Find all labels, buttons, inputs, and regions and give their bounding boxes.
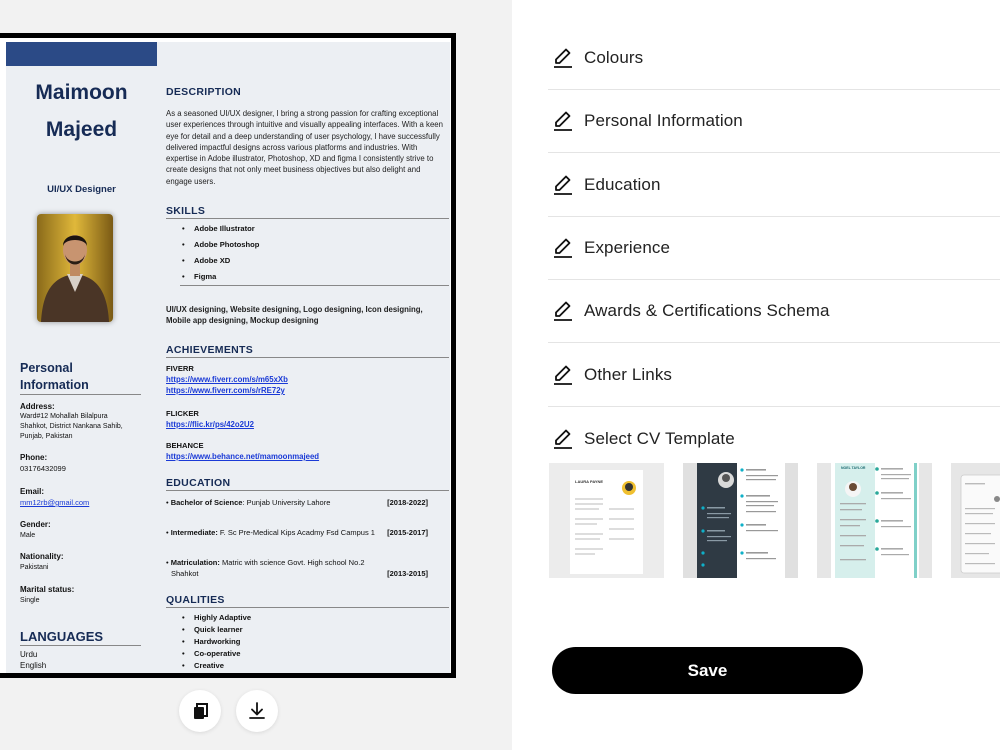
- achievement-label: FLICKER: [166, 409, 199, 418]
- email-link[interactable]: mm12rb@gmail.com: [20, 498, 90, 507]
- edu-detail: Matric with science Govt. High school No.2: [219, 558, 365, 567]
- description-heading: DESCRIPTION: [166, 86, 242, 98]
- achievement-link[interactable]: https://www.behance.net/mamoonmajeed: [166, 452, 320, 461]
- language-item: English: [20, 661, 47, 670]
- quality-item: • Highly Adaptive: [194, 613, 251, 622]
- template-name: NOEL TAYLOR: [841, 466, 866, 470]
- edu-detail: : Punjab University Lahore: [242, 498, 331, 507]
- edu-detail: F. Sc Pre-Medical Kips Acadmy Fsd Campus 1: [217, 528, 375, 537]
- cv-accent-bar: [6, 42, 157, 66]
- pencil-icon: [552, 237, 574, 259]
- edu-title: Bachelor of Science: [170, 498, 243, 507]
- section-label: Experience: [584, 238, 671, 257]
- gender-value: Male: [20, 532, 36, 539]
- edu-title: Intermediate:: [170, 528, 218, 537]
- pencil-icon: [552, 428, 574, 450]
- achievement-link[interactable]: https://www.fiverr.com/s/m65xXb: [166, 375, 288, 384]
- personal-info-heading-2: Information: [20, 378, 89, 392]
- address-line-1: Ward#12 Mohallah Bilalpura: [20, 413, 108, 420]
- copy-icon: [191, 702, 209, 720]
- nationality-label: Nationality:: [20, 552, 64, 561]
- cv-last-name: Majeed: [45, 118, 118, 141]
- address-label: Address:: [20, 402, 55, 411]
- template-thumbnail-2[interactable]: [683, 463, 798, 578]
- marital-label: Marital status:: [20, 585, 75, 594]
- quality-item: • Creative: [194, 661, 224, 670]
- section-label: Personal Information: [584, 111, 743, 130]
- pencil-icon: [552, 300, 574, 322]
- section-label: Select CV Template: [584, 428, 735, 448]
- languages-heading: LANGUAGES: [20, 629, 104, 644]
- section-label: Awards & Certifications Schema: [584, 301, 830, 320]
- personal-info-heading-1: Personal: [20, 361, 73, 375]
- quality-item: • Hardworking: [194, 637, 240, 646]
- skill-item: • Figma: [194, 272, 216, 281]
- qualities-heading: QUALITIES: [166, 594, 225, 606]
- phone-label: Phone:: [20, 453, 48, 462]
- edu-year: [2015-2017]: [387, 528, 428, 537]
- edu-title: Matriculation:: [170, 558, 220, 567]
- achievement-link[interactable]: https://flic.kr/ps/42o2U2: [166, 420, 254, 429]
- cv-role: UI/UX Designer: [47, 184, 116, 195]
- pencil-icon: [552, 110, 574, 132]
- section-awards[interactable]: [548, 280, 1000, 343]
- education-item: • Bachelor of Science: Punjab University Lahore [2018-2022]: [166, 498, 428, 507]
- achievements-heading: ACHIEVEMENTS: [166, 344, 254, 356]
- edu-year: [2018-2022]: [387, 498, 428, 507]
- education-item: • Matriculation: Matric with science Govt. High school No.2: [166, 558, 365, 567]
- divider: [20, 394, 141, 395]
- language-item: Punjabi: [20, 672, 47, 678]
- divider: [180, 285, 449, 286]
- skills-extra: UI/UX designing, Website designing, Logo designing, Icon designing, Mobile app designing, Mockup designing: [166, 305, 423, 326]
- section-label: Colours: [584, 48, 644, 67]
- profile-photo: [37, 214, 113, 322]
- quality-item: • Quick learner: [194, 625, 243, 634]
- edu-year: [2013-2015]: [387, 569, 428, 578]
- address-line-3: Punjab, Pakistan: [20, 433, 73, 440]
- quality-item: • Co-operative: [194, 649, 240, 658]
- phone-value: 03176432099: [20, 464, 66, 473]
- cv-document: [0, 33, 456, 678]
- skill-item: • Adobe Photoshop: [194, 240, 259, 249]
- nationality-value: Pakistani: [20, 564, 49, 571]
- skill-item: • Adobe XD: [194, 256, 230, 265]
- divider: [166, 218, 449, 219]
- divider: [166, 357, 449, 358]
- divider: [166, 490, 449, 491]
- divider: [20, 645, 141, 646]
- achievement-label: FIVERR: [166, 364, 194, 373]
- achievement-label: BEHANCE: [166, 441, 204, 450]
- description-text: As a seasoned UI/UX designer, I bring a strong passion for crafting exceptional user experiences through intuitive and visually appealing interfaces. With a keen eye for detail and a deep understanding of user psychology, I have successfully delivered impactful designs across various platforms and industries. With expertise in Adobe illustrator, Photoshop, XD and figma I consistently strive to create designs that not only meet business objectives but also delight and engage users.: [166, 109, 443, 186]
- cv-main: [166, 42, 446, 674]
- edu-detail: Shahkot: [171, 569, 199, 578]
- skills-heading: SKILLS: [166, 205, 206, 217]
- section-experience[interactable]: [548, 217, 1000, 280]
- marital-value: Single: [20, 597, 40, 604]
- download-icon: [247, 701, 267, 721]
- education-heading: EDUCATION: [166, 477, 231, 489]
- section-other-links[interactable]: [548, 344, 1000, 407]
- save-button[interactable]: Save: [552, 647, 863, 694]
- section-label: Education: [584, 175, 661, 194]
- section-personal-information[interactable]: [548, 90, 1000, 153]
- template-thumbnail-3[interactable]: [817, 463, 932, 578]
- pencil-icon: [552, 364, 574, 386]
- template-name: LAURA PAYNE: [575, 479, 604, 484]
- achievement-link[interactable]: https://www.fiverr.com/s/rRE72y: [166, 386, 285, 395]
- template-thumbnail-4[interactable]: [951, 463, 1000, 578]
- section-education[interactable]: [548, 154, 1000, 217]
- gender-label: Gender:: [20, 520, 51, 529]
- divider: [166, 607, 449, 608]
- editor-panel: [512, 0, 1000, 750]
- pencil-icon: [552, 47, 574, 69]
- address-line-2: Shahkot, District Nankana Sahib,: [20, 423, 123, 430]
- template-thumbnail-1[interactable]: [549, 463, 664, 578]
- language-item: Urdu: [20, 650, 38, 659]
- download-button[interactable]: [236, 690, 278, 732]
- cv-first-name: Maimoon: [35, 81, 128, 104]
- email-label: Email:: [20, 487, 45, 496]
- cv-page: [6, 42, 450, 678]
- education-item: • Intermediate: F. Sc Pre-Medical Kips Acadmy Fsd Campus 1 [2015-2017]: [166, 528, 428, 537]
- skill-item: • Adobe Illustrator: [194, 224, 255, 233]
- copy-button[interactable]: [179, 690, 221, 732]
- education-item-cont: [171, 569, 433, 578]
- cv-sidebar: [6, 66, 157, 678]
- pencil-icon: [552, 174, 574, 196]
- section-colours[interactable]: [548, 27, 1000, 90]
- section-label: Other Links: [584, 365, 673, 384]
- section-select-template[interactable]: [548, 407, 1000, 470]
